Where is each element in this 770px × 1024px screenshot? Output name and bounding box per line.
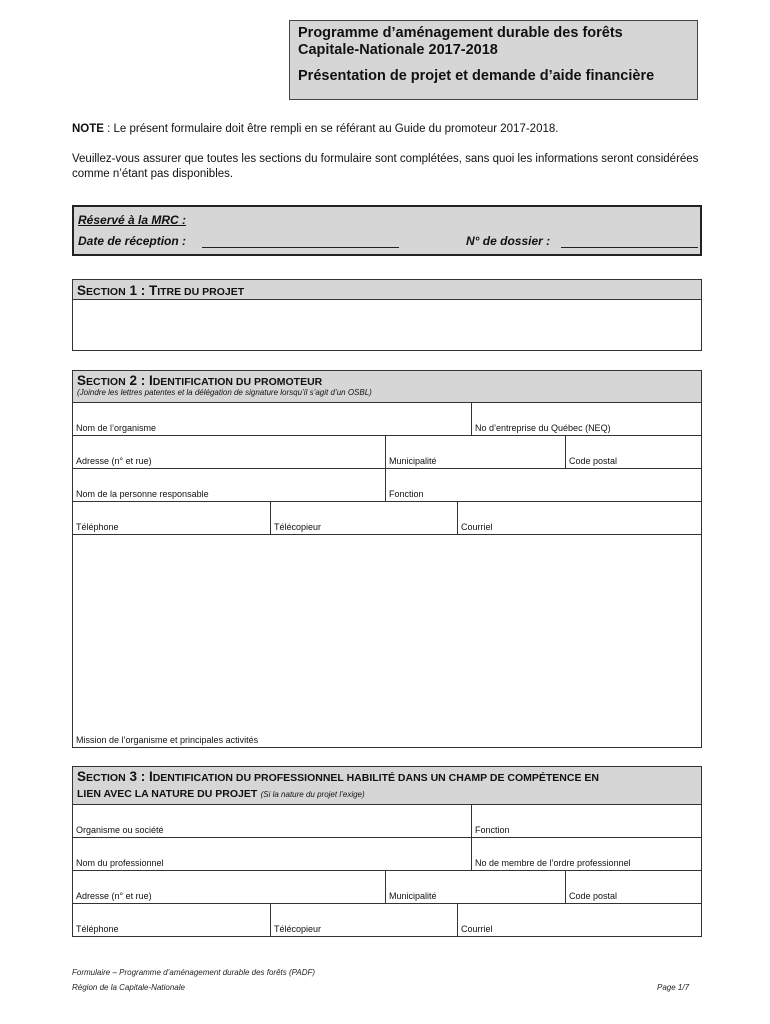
- pro-org-label: Organisme ou société: [76, 825, 164, 835]
- header-title-line2: Capitale-Nationale 2017-2018: [298, 42, 498, 58]
- pro-function-label: Fonction: [475, 825, 510, 835]
- pro-postal-code-label: Code postal: [569, 891, 618, 901]
- mrc-reserved-label: Réservé à la MRC :: [78, 213, 187, 227]
- pro-address-field[interactable]: [72, 870, 386, 904]
- pro-function-field[interactable]: [471, 804, 702, 838]
- org-name-field[interactable]: [72, 402, 472, 436]
- section2-title-s: S: [77, 373, 87, 388]
- note-paragraph: [72, 123, 702, 135]
- note-text: : Le présent formulaire doit être rempli en se référant au Guide du promoteur 2017-2018.: [103, 123, 559, 135]
- responsible-name-field[interactable]: [72, 468, 386, 502]
- pro-fax-field[interactable]: [270, 903, 458, 937]
- phone-field[interactable]: [72, 501, 271, 535]
- footer-line1: Formulaire – Programme d’aménagement durable des forêts (PADF): [72, 968, 316, 977]
- section2-title-text: DENTIFICATION DU PROMOTEUR: [152, 376, 323, 388]
- mission-field[interactable]: [72, 534, 702, 748]
- section1-title-num: 1 : T: [125, 283, 158, 298]
- municipality-field[interactable]: [385, 435, 566, 469]
- email-label: Courriel: [461, 522, 493, 532]
- mission-label: Mission de l’organisme et principales activités: [76, 735, 259, 745]
- org-name-label: Nom de l’organisme: [76, 423, 157, 433]
- section2-title-ection: ECTION: [86, 376, 126, 388]
- email-field[interactable]: [457, 501, 702, 535]
- fax-label: Télécopieur: [274, 522, 322, 532]
- section1-title-ection: ECTION: [86, 286, 126, 298]
- address-label: Adresse (n° et rue): [76, 456, 152, 466]
- project-title-field[interactable]: [72, 299, 702, 351]
- section3-title-text: DENTIFICATION DU PROFESSIONNEL HABILITÉ DANS UN CHAMP DE COMPÉTENCE EN: [152, 772, 599, 784]
- dossier-number-label: N° de dossier :: [466, 234, 551, 248]
- instructions-paragraph: Veuillez-vous assurer que toutes les sections du formulaire sont complétées, sans quoi les informations seront considérées comme n’étant pas disponibles.: [72, 153, 699, 180]
- address-field[interactable]: [72, 435, 386, 469]
- neq-field[interactable]: [471, 402, 702, 436]
- pro-phone-field[interactable]: [72, 903, 271, 937]
- function-label: Fonction: [389, 489, 424, 499]
- member-number-label: No de membre de l’ordre professionnel: [475, 858, 631, 868]
- fax-field[interactable]: [270, 501, 458, 535]
- neq-label: No d’entreprise du Québec (NEQ): [475, 423, 611, 433]
- pro-postal-code-field[interactable]: [565, 870, 702, 904]
- header-title-line1: Programme d’aménagement durable des forêts: [298, 25, 623, 41]
- section2-header: [72, 370, 702, 403]
- pro-address-label: Adresse (n° et rue): [76, 891, 152, 901]
- section1-title-s: S: [77, 283, 87, 298]
- footer-line2: Région de la Capitale-Nationale: [72, 983, 185, 992]
- pro-phone-label: Téléphone: [76, 924, 119, 934]
- responsible-name-label: Nom de la personne responsable: [76, 489, 209, 499]
- function-field[interactable]: [385, 468, 702, 502]
- pro-email-label: Courriel: [461, 924, 493, 934]
- section3-title-s: S: [77, 769, 87, 784]
- reception-date-label: Date de réception :: [78, 234, 187, 248]
- dossier-number-field[interactable]: [561, 247, 698, 248]
- pro-org-field[interactable]: [72, 804, 472, 838]
- header-title-line3: Présentation de projet et demande d’aide financière: [298, 68, 655, 84]
- pro-fax-label: Télécopieur: [274, 924, 322, 934]
- section3-title-ection: ECTION: [86, 772, 126, 784]
- phone-label: Téléphone: [76, 522, 119, 532]
- pro-municipality-label: Municipalité: [389, 891, 437, 901]
- pro-municipality-field[interactable]: [385, 870, 566, 904]
- reception-date-field[interactable]: [202, 247, 399, 248]
- form-header: [289, 20, 698, 100]
- note-label: NOTE: [72, 123, 104, 135]
- member-number-field[interactable]: [471, 837, 702, 871]
- section1-title-text: ITRE DU PROJET: [157, 286, 245, 298]
- section3-title-num: 3 : I: [125, 769, 153, 784]
- postal-code-label: Code postal: [569, 456, 618, 466]
- section2-subtitle: (Joindre les lettres patentes et la délégation de signature lorsqu’il s’agit d’un OSBL): [77, 388, 372, 397]
- section1-header: [72, 279, 702, 300]
- section3-title-line2: LIEN AVEC LA NATURE DU PROJET: [77, 788, 258, 800]
- mrc-reserved-box: [72, 205, 702, 256]
- section2-title-num: 2 : I: [125, 373, 153, 388]
- postal-code-field[interactable]: [565, 435, 702, 469]
- pro-name-label: Nom du professionnel: [76, 858, 164, 868]
- section3-header: [72, 766, 702, 805]
- pro-email-field[interactable]: [457, 903, 702, 937]
- section3-subtitle: (Si la nature du projet l’exige): [260, 790, 365, 799]
- page-number: Page 1/7: [657, 983, 690, 992]
- pro-name-field[interactable]: [72, 837, 472, 871]
- municipality-label: Municipalité: [389, 456, 437, 466]
